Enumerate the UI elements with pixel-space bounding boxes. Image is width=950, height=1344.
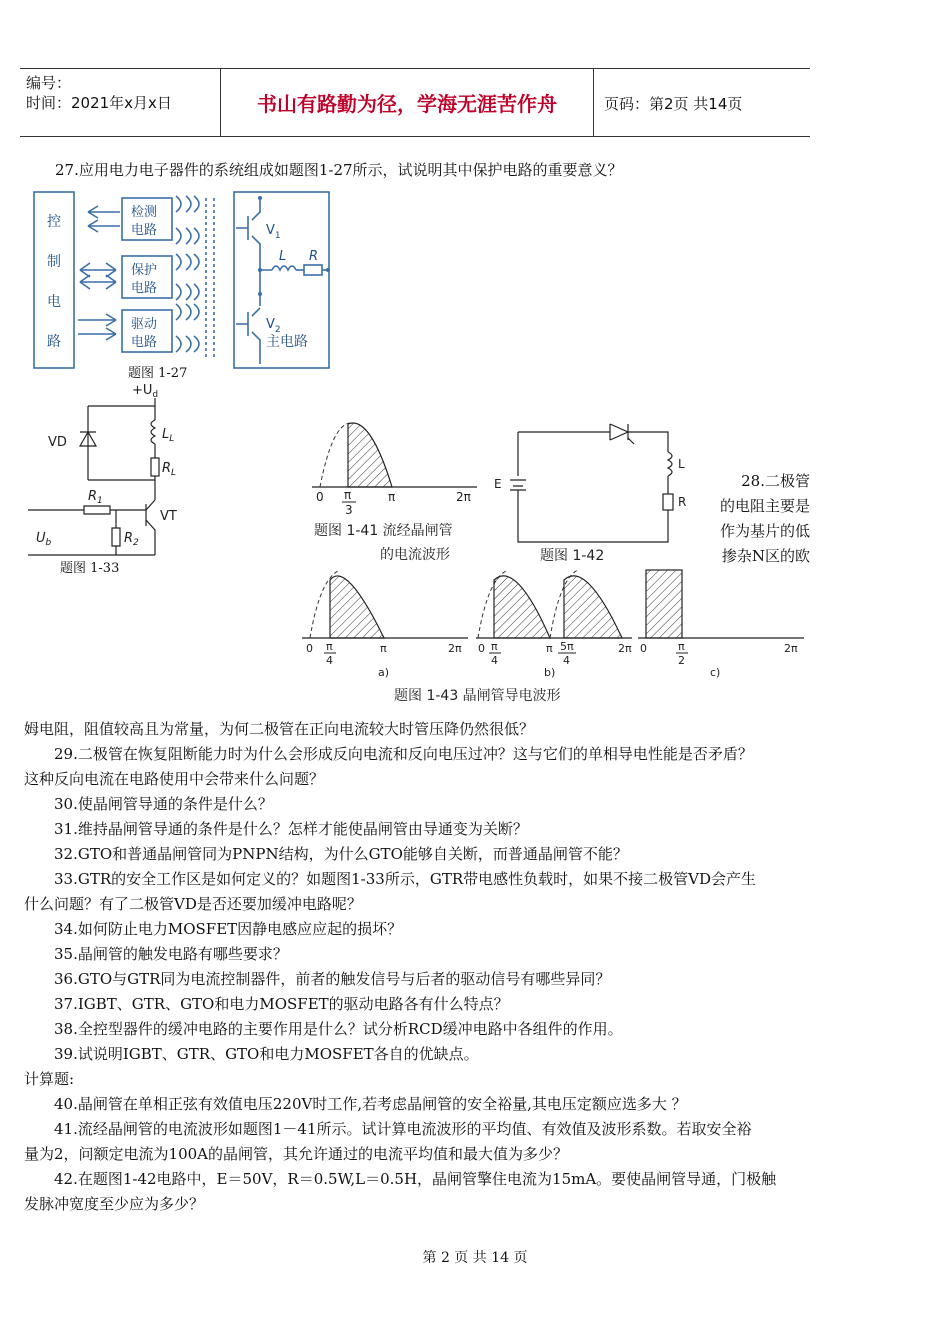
- fig143-label-a: a): [378, 666, 390, 679]
- question-38: 38.全控型器件的缓冲电路的主要作用是什么？试分析RCD缓冲电路中各组件的作用。: [54, 1020, 623, 1038]
- fig127-main: 主电路: [266, 334, 308, 350]
- fig143-b-num: π: [491, 640, 498, 653]
- fig143-b-pi: π: [546, 642, 553, 655]
- figure-1-43: [298, 566, 810, 706]
- fig143-a-0: 0: [306, 642, 313, 655]
- figure-1-41: [302, 415, 482, 565]
- question-35: 35.晶闸管的触发电路有哪些要求？: [54, 945, 288, 963]
- fig143-b-2pi: 2π: [618, 642, 632, 655]
- fig141-caption-2: 的电流波形: [380, 547, 450, 563]
- fig143-c-num: π: [678, 640, 685, 653]
- fig127-ctrl-2: 电: [47, 294, 61, 310]
- question-29-line-2: 这种反向电流在电路使用中会带来什么问题？: [24, 770, 325, 788]
- fig141-tick-pi-den: 3: [345, 503, 353, 517]
- fig127-ctrl-3: 路: [47, 334, 61, 350]
- q28-line-1: 28.二极管: [741, 472, 810, 490]
- page-footer: 第 2 页 共 14 页: [422, 1250, 528, 1266]
- fig141-tick-2pi: 2π: [456, 490, 471, 504]
- fig143-caption: 题图 1-43 晶闸管导电波形: [394, 688, 561, 704]
- fig133-caption: 题图 1-33: [60, 561, 120, 576]
- fig127-protect-2: 电路: [131, 281, 158, 296]
- fig127-detect-1: 检测: [131, 205, 158, 220]
- fig143-c-0: 0: [640, 642, 647, 655]
- question-27: 27.应用电力电子器件的系统组成如题图1-27所示，试说明其中保护电路的重要意义？: [55, 161, 623, 179]
- time-label: 时间：2021年x月x日: [26, 94, 172, 112]
- figure-1-27: [26, 188, 331, 388]
- fig127-detect-2: 电路: [131, 223, 158, 238]
- header-motto: 书山有路勤为径，学海无涯苦作舟: [257, 92, 557, 116]
- fig127-ctrl-1: 制: [47, 254, 61, 270]
- question-33-line-1: 33.GTR的安全工作区是如何定义的？如题图1-33所示，GTR带电感性负载时，如果不接二极管VD会产生: [54, 870, 756, 888]
- fig143-label-b: b): [544, 666, 556, 679]
- fig143-b-num2: 5π: [560, 640, 574, 653]
- fig143-a-pi: π: [380, 642, 387, 655]
- question-list: [24, 742, 814, 1217]
- fig142-L: L: [678, 457, 685, 471]
- fig143-b-den2: 4: [563, 654, 570, 667]
- fig127-L: L: [279, 249, 287, 264]
- question-36: 36.GTO与GTR同为电流控制器件，前者的触发信号与后者的驱动信号有哪些异同？: [54, 970, 611, 988]
- question-41-line-2: 量为2，问额定电流为100A的晶闸管，其允许通过的电流平均值和最大值为多少？: [24, 1145, 569, 1163]
- fig143-c-2pi: 2π: [784, 642, 798, 655]
- fig133-ll: $L_L$: [162, 427, 175, 444]
- fig143-label-c: c): [710, 666, 721, 679]
- fig127-ctrl-0: 控: [47, 214, 61, 230]
- question-31: 31.维持晶闸管导通的条件是什么？怎样才能使晶闸管由导通变为关断？: [54, 820, 528, 838]
- question-40: 40.晶闸管在单相正弦有效值电压220V时工作,若考虑晶闸管的安全裕量,其电压定额应选多大 ？: [54, 1095, 687, 1113]
- fig133-r2: $R_2$: [124, 531, 139, 548]
- fig143-a-2pi: 2π: [448, 642, 462, 655]
- fig133-vt: VT: [160, 509, 177, 524]
- fig143-a-den: 4: [326, 654, 333, 667]
- question-34: 34.如何防止电力MOSFET因静电感应应起的损坏？: [54, 920, 403, 938]
- fig127-v1: $V_1$: [266, 223, 281, 241]
- question-32: 32.GTO和普通晶闸管同为PNPN结构，为什么GTO能够自关断，而普通晶闸管不能？: [54, 845, 628, 863]
- question-30: 30.使晶闸管导通的条件是什么？: [54, 795, 273, 813]
- fig141-tick-0: 0: [316, 490, 324, 504]
- fig133-rl: $R_L$: [162, 461, 177, 478]
- page-header: [20, 68, 810, 137]
- fig142-caption: 题图 1-42: [540, 548, 605, 564]
- fig142-E: E: [494, 477, 502, 491]
- header-page-label: 页码：第2页 共14页: [604, 95, 743, 113]
- fig143-c-den: 2: [678, 654, 685, 667]
- fig133-ud: $+U_d$: [132, 383, 159, 400]
- fig141-tick-pi-num: π: [344, 488, 352, 502]
- fig127-protect-1: 保护: [131, 263, 158, 278]
- header-divider: [593, 69, 594, 136]
- question-37: 37.IGBT、GTR、GTO和电力MOSFET的驱动电路各有什么特点？: [54, 995, 509, 1013]
- question-41-line-1: 41.流经晶闸管的电流波形如题图1－41所示。试计算电流波形的平均值、有效值及波形系数。若取安全裕: [54, 1120, 752, 1138]
- fig143-b-den: 4: [491, 654, 498, 667]
- fig127-drive-1: 驱动: [131, 317, 158, 332]
- fig127-drive-2: 电路: [131, 335, 158, 350]
- fig127-v2: $V_2$: [266, 317, 281, 335]
- header-meta: [26, 73, 216, 113]
- number-label: 编号：: [26, 74, 72, 92]
- fig127-R: R: [309, 249, 319, 264]
- fig127-caption: 题图 1-27: [128, 366, 188, 381]
- question-39: 39.试说明IGBT、GTR、GTO和电力MOSFET各自的优缺点。: [54, 1045, 479, 1063]
- question-28-side: [706, 469, 810, 569]
- figure-1-42: [488, 418, 698, 568]
- fig142-R: R: [678, 495, 687, 509]
- question-28-continued: 姆电阻，阻值较高且为常量，为何二极管在正向电流较大时管压降仍然很低？: [24, 720, 535, 738]
- q28-line-4: 掺杂N区的欧: [721, 547, 810, 565]
- fig133-ub: $U_b$: [36, 531, 52, 548]
- q28-line-3: 作为基片的低: [719, 522, 810, 540]
- question-29-line-1: 29.二极管在恢复阻断能力时为什么会形成反向电流和反向电压过冲？这与它们的单相导电性能是否矛盾？: [54, 745, 753, 763]
- question-42-line-2: 发脉冲宽度至少应为多少？: [24, 1195, 205, 1213]
- figure-1-33: [28, 380, 188, 565]
- fig133-r1: $R_1$: [88, 489, 103, 506]
- section-calc: 计算题:: [24, 1070, 75, 1088]
- fig143-b-0: 0: [478, 642, 485, 655]
- question-33-line-2: 什么问题？有了二极管VD是否还要加缓冲电路呢？: [24, 895, 362, 913]
- question-42-line-1: 42.在题图1-42电路中，E＝50V，R＝0.5W,L＝0.5H，晶闸管擎住电流为15mA。要使晶闸管导通，门极触: [54, 1170, 777, 1188]
- fig133-vd: VD: [48, 435, 67, 450]
- fig143-a-num: π: [326, 640, 333, 653]
- fig141-tick-pi: π: [388, 490, 396, 504]
- fig141-caption-1: 题图 1-41 流经晶闸管: [314, 523, 453, 539]
- q28-line-2: 的电阻主要是: [719, 497, 810, 515]
